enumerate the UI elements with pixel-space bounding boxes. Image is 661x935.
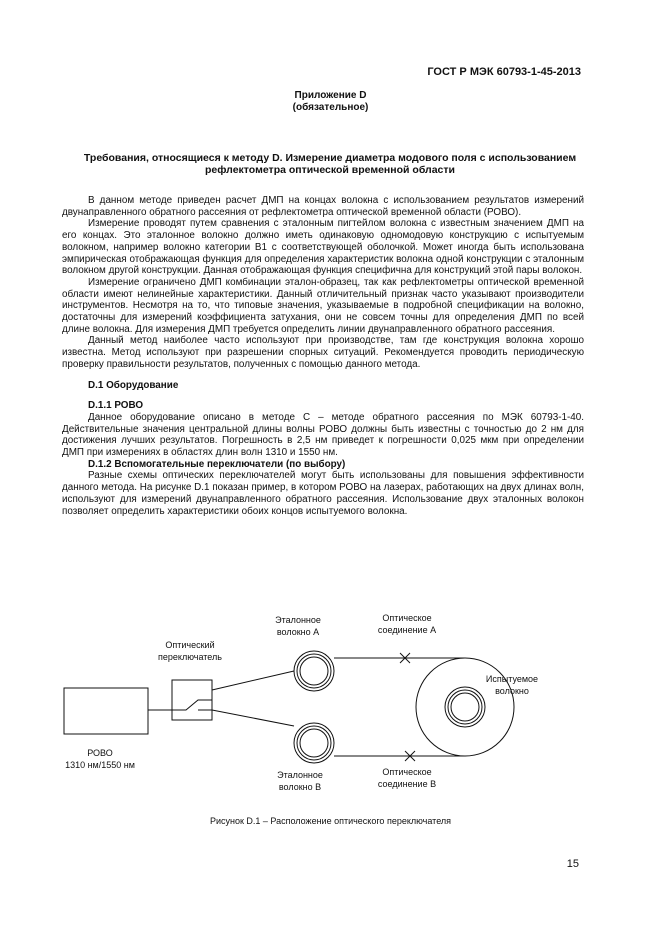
conn-a-label-2: соединение А	[377, 625, 437, 635]
switch-to-ref-b-line	[212, 710, 294, 726]
ref-b-label-2: волокно В	[278, 782, 322, 792]
appendix-title	[62, 152, 598, 176]
title-line-1: Требования, относящиеся к методу D. Измерение диаметра модового поля с использованием	[83, 152, 577, 164]
figure-caption: Рисунок D.1 – Расположение оптического переключателя	[209, 816, 452, 826]
conn-b-label-2: соединение В	[377, 779, 437, 789]
ref-b-coil	[294, 723, 334, 763]
switch-lever	[172, 700, 212, 710]
ref-a-label-2: волокно А	[276, 627, 320, 637]
section-d12-heading: D.1.2 Вспомогательные переключатели (по выбору)	[88, 458, 346, 470]
paragraph-2: Измерение проводят путем сравнения с эталонным пигтейлом волокна с известным значением ДМП на его концах. Это эталонное волокно должно иметь одинаковую одномодовую конструкцию с испытуемым волокном, например волокно категории B1 с соответствующей оболочкой. Может иногда быть использована эмпирическая отображающая функция для определения характеристик волокна одной конструкции с эталонным волокном другой конструкции. Данная отображающая функция специфична для конструкций этой пары волокон.	[62, 218, 584, 277]
conn-a-label-1: Оптическое	[382, 613, 432, 623]
test-fiber-coil	[416, 658, 514, 756]
switch-label-1: Оптический	[165, 640, 215, 650]
appendix-heading	[0, 90, 661, 114]
body-text	[62, 195, 584, 517]
section-d12-text: Разные схемы оптических переключателей могут быть использованы для повышения эффективности данного метода. На рисунке D.1 показан пример, в котором РОВО на лазерах, работающих на двух длинах волн, используют для измерений двунаправленного обратного рассеяния. Использование двух эталонных волокон позволяет определить характеристики обоих концов испытуемого волокна.	[62, 470, 584, 517]
test-fiber-label-2: волокно	[495, 686, 529, 696]
otdr-name-label: РОВО	[87, 748, 113, 758]
page-number: 15	[566, 858, 579, 870]
ref-a-label-1: Эталонное	[275, 615, 321, 625]
ref-b-label-1: Эталонное	[277, 770, 323, 780]
conn-b-label-1: Оптическое	[382, 767, 432, 777]
switch-label-2: переключатель	[158, 652, 222, 662]
paragraph-3: Измерение ограничено ДМП комбинации эталон-образец, так как рефлектометры оптической временной области имеют нелинейные характеристики. Данный отличительный признак часто указывают производители инструментов. Несмотря на то, что типовые значения, указываемые в подробной спецификации на волокно, достаточны для измерений коэффициента затухания, они не совсем точны для определения ДМП по всей длине волокна. Для измерения ДМП требуется определить линии двунаправленного обратного рассеяния.	[62, 276, 584, 335]
switch-to-ref-a-line	[212, 671, 294, 690]
paragraph-4: Данный метод наиболее часто используют при производстве, там где конструкция волокна хорошо известна. Метод используют при разрешении спорных ситуаций. Рекомендуется проводить периодическую проверку правильности результатов, полученных с помощью данного метода.	[62, 335, 584, 370]
appendix-label: Приложение D	[294, 90, 367, 101]
document-id: ГОСТ Р МЭК 60793-1-45-2013	[427, 66, 581, 78]
section-d11-text: Данное оборудование описано в методе C – методе обратного рассеяния по МЭК 60793-1-40. Действительные значения центральной длины волны РОВО должны быть известны с точностью до 2 нм для достижения лучших результатов. Погрешность в 2,5 нм приведет к погрешности 0,025 мкм при определении ДМП при измерениях в областях длин волн 1310 и 1550 нм.	[62, 411, 584, 459]
section-d1-heading: D.1 Оборудование	[88, 379, 179, 391]
figure-d1	[40, 610, 600, 800]
ref-a-coil	[294, 651, 334, 691]
title-line-2: рефлектометра оптической временной области	[205, 164, 455, 176]
section-d11-heading: D.1.1 РОВО	[88, 400, 144, 412]
appendix-status: (обязательное)	[292, 102, 369, 113]
otdr-wavelength-label: 1310 нм/1550 нм	[65, 760, 135, 770]
test-fiber-label-1: Испытуемое	[485, 674, 539, 684]
optical-switch-diagram	[40, 610, 600, 795]
otdr-box	[64, 688, 148, 734]
paragraph-1: В данном методе приведен расчет ДМП на концах волокна с использованием результатов измерений двунаправленного обратного рассеяния от рефлектометра оптической временной области (РОВО).	[62, 195, 584, 218]
